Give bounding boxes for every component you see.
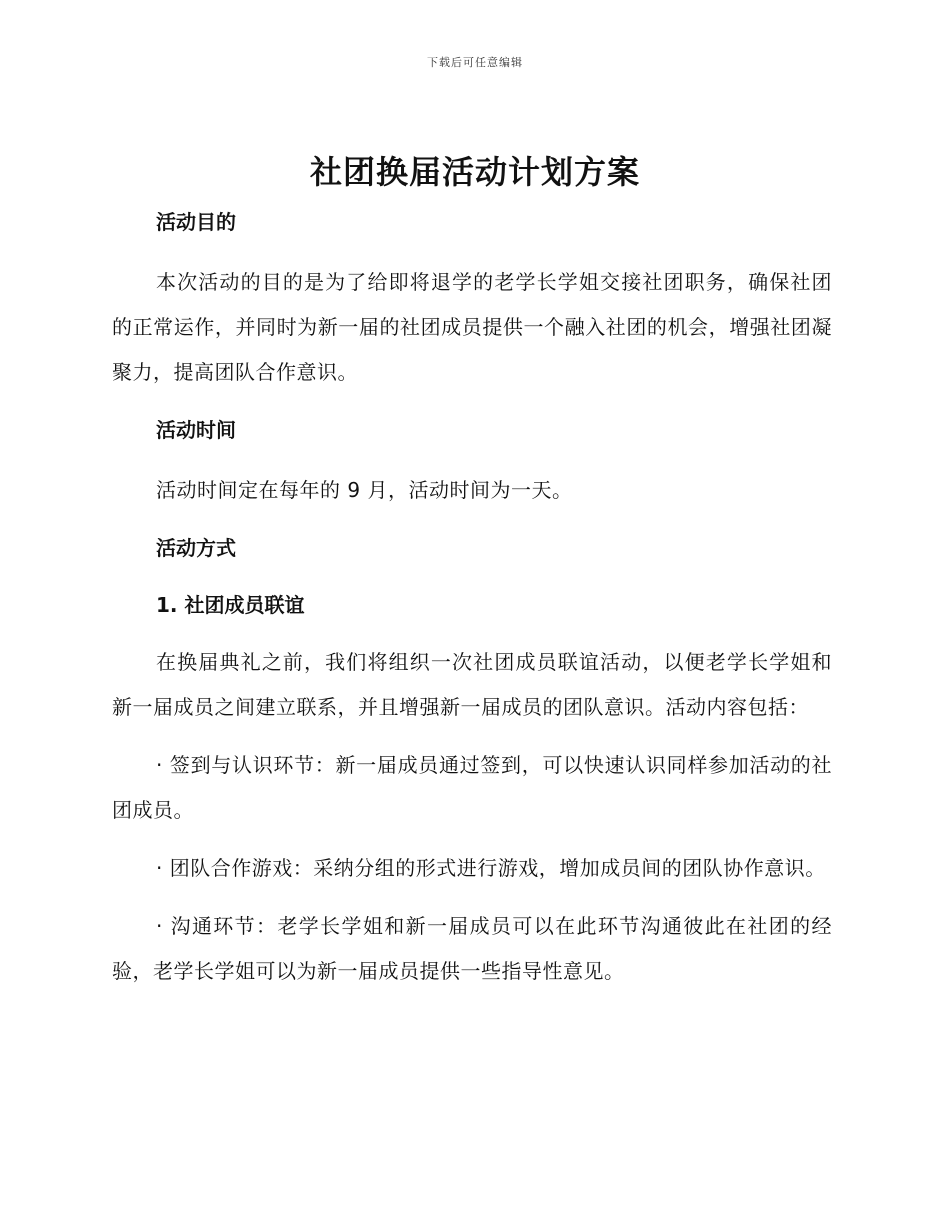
document-body: [112, 200, 832, 994]
page-header-note: 下载后可任意编辑: [427, 56, 523, 69]
list-item-team-game: · 团队合作游戏：采纳分组的形式进行游戏，增加成员间的团队协作意识。: [156, 856, 826, 880]
list-item-sign-in: · 签到与认识环节：新一届成员通过签到，可以快速认识同样参加活动的社团成员。: [112, 753, 832, 822]
purpose-paragraph: 本次活动的目的是为了给即将退学的老学长学姐交接社团职务，确保社团的正常运作，并同时为新一届的社团成员提供一个融入社团的机会，增强社团凝聚力，提高团队合作意识。: [112, 270, 832, 384]
section-heading-purpose: 活动目的: [156, 210, 236, 234]
section-heading-method: 活动方式: [156, 536, 236, 560]
member-gathering-intro: 在换届典礼之前，我们将组织一次社团成员联谊活动，以便老学长学姐和新一届成员之间建立联系，并且增强新一届成员的团队意识。活动内容包括：: [112, 650, 832, 719]
document-title: 社团换届活动计划方案: [309, 153, 640, 191]
time-paragraph: 活动时间定在每年的 9 月，活动时间为一天。: [156, 478, 573, 502]
list-item-communication: · 沟通环节：老学长学姐和新一届成员可以在此环节沟通彼此在社团的经验，老学长学姐可以为新一届成员提供一些指导性意见。: [112, 914, 832, 983]
section-heading-time: 活动时间: [156, 418, 236, 442]
subsection-heading-member-gathering: 1. 社团成员联谊: [156, 593, 305, 617]
